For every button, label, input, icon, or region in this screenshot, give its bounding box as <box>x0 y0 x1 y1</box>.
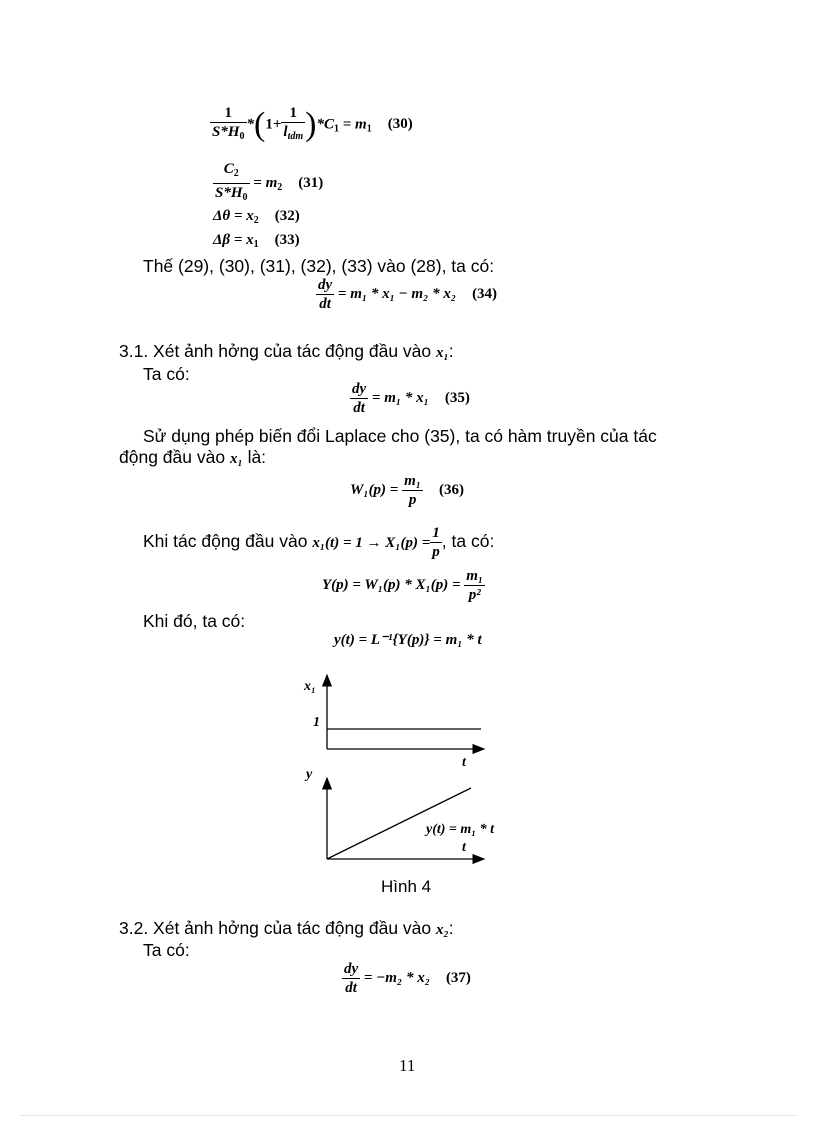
paragraph-unit-step: Khi tác động đầu vào x₁(t) = 1 → X₁(p) = $\frac{1}{p}$ , ta có: <box>143 525 495 560</box>
equation-transfer-output: Y(p) = W₁(p) * X₁(p) = $\frac{\text{m₁}}{\text{p²}}$ <box>322 568 484 603</box>
paragraph-laplace-line-1: Sử dụng phép biến đổi Laplace cho (35), ta có hàm truyền của tác <box>143 426 657 446</box>
equation-30: $\frac{1}{S*H_0}$ *(1+ $\frac{1}{l_{tdm}}$ )$*C_1 = m_1$ (30) <box>212 105 413 143</box>
bottom-y-label: y <box>306 767 313 782</box>
equation-33: $\Delta\beta = x_1$ (33) <box>213 232 300 250</box>
figure-caption: Hình 4 <box>381 877 432 896</box>
equation-31: $\frac{C_2}{S*H_0}$ = $m_2$ (31) <box>215 161 324 203</box>
equation-32: $\Delta\theta = x_2$ (32) <box>213 208 300 226</box>
paragraph-substitution: Thế (29), (30), (31), (32), (33) vào (28), ta có: <box>143 256 495 276</box>
top-level-label: 1 <box>313 715 320 730</box>
top-y-label: x₁ <box>304 679 316 694</box>
page-number: 11 <box>399 1056 416 1075</box>
equation-35: $\frac{dy}{dt}$ = m₁ * x₁ (35) <box>352 381 470 416</box>
bottom-line-label: y(t) = m₁ * t <box>426 822 495 837</box>
bottom-x-label: t <box>462 840 466 855</box>
section-3-1-heading: 3.1. Xét ảnh hởng của tác động đầu vào x₁: <box>119 341 454 361</box>
paragraph-khi-do: Khi đó, ta có: <box>143 611 246 631</box>
paragraph-ta-co-1: Ta có: <box>143 364 190 384</box>
page-bottom-divider <box>20 1115 796 1116</box>
equation-37: $\frac{dy}{dt}$ = −m₂ * x₂ (37) <box>344 961 471 996</box>
paragraph-laplace-line-2: động đầu vào x₁ là: <box>119 447 267 467</box>
equation-time-response: y(t) = L⁻¹{Y(p)} = m₁ * t <box>334 632 482 648</box>
top-x-label: t <box>462 755 466 770</box>
equation-34: $\frac{dy}{dt}$ = m₁ * x₁ − m₂ * x₂ (34) <box>318 277 498 312</box>
paragraph-ta-co-2: Ta có: <box>143 940 190 960</box>
equation-36: W₁(p) = $\frac{\text{m₁}}{p}$ (36) <box>350 473 465 508</box>
section-3-2-heading: 3.2. Xét ảnh hởng của tác động đầu vào x₂: <box>119 918 454 938</box>
